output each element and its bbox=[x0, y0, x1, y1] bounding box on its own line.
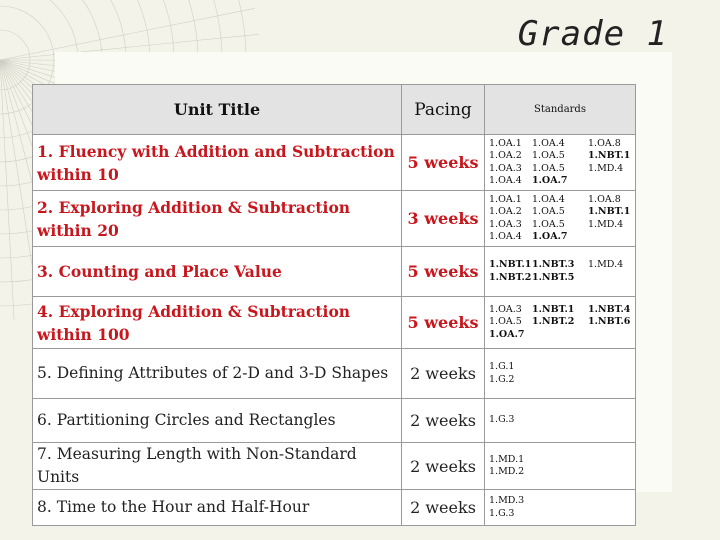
standard-code: 1.OA.5 bbox=[532, 206, 565, 217]
standard-code: 1.NBT.5 bbox=[532, 271, 575, 283]
standard-code: 1.MD.3 bbox=[489, 495, 525, 506]
standard-code: 1.OA.7 bbox=[532, 175, 568, 186]
standard-code: 1.NBT.4 bbox=[588, 303, 631, 315]
standard-code: 1.NBT.2 bbox=[489, 271, 532, 283]
standards-cell bbox=[485, 297, 636, 349]
table-row bbox=[33, 191, 636, 247]
header-unit-title: Unit Title bbox=[33, 85, 402, 135]
standards-cell bbox=[485, 135, 636, 191]
unit-title-cell: 8. Time to the Hour and Half-Hour bbox=[33, 490, 402, 526]
unit-title-cell: 3. Counting and Place Value bbox=[33, 247, 402, 297]
standard-code: 1.NBT.1 bbox=[532, 303, 575, 315]
standard-code: 1.NBT.3 bbox=[532, 259, 575, 270]
unit-title-cell: 6. Partitioning Circles and Rectangles bbox=[33, 399, 402, 443]
standard-code: 1.G.1 bbox=[489, 361, 515, 372]
standard-code: 1.NBT.6 bbox=[588, 316, 631, 328]
standard-code: 1.OA.3 bbox=[489, 162, 522, 174]
standard-code: 1.OA.3 bbox=[489, 303, 522, 315]
standard-code: 1.G.2 bbox=[489, 373, 515, 385]
standard-code: 1.OA.3 bbox=[489, 218, 522, 230]
standard-code: 1.MD.1 bbox=[489, 453, 525, 465]
unit-title-cell: 4. Exploring Addition & Subtraction within 100 bbox=[33, 297, 402, 349]
table-row bbox=[33, 247, 636, 297]
standard-code: 1.OA.1 bbox=[489, 193, 522, 205]
standards-cell bbox=[485, 443, 636, 490]
standards-cell bbox=[485, 191, 636, 247]
standard-code: 1.MD.2 bbox=[489, 466, 525, 477]
standard-code: 1.NBT.1 bbox=[588, 206, 631, 217]
table-row bbox=[33, 490, 636, 526]
standards-cell bbox=[485, 349, 636, 399]
standard-code: 1.MD.4 bbox=[588, 162, 624, 174]
unit-title-cell: 2. Exploring Addition & Subtraction within 20 bbox=[33, 191, 402, 247]
standard-code: 1.MD.4 bbox=[588, 259, 624, 270]
standard-code: 1.NBT.1 bbox=[588, 150, 631, 161]
pacing-cell: 5 weeks bbox=[402, 297, 485, 349]
pacing-cell: 3 weeks bbox=[402, 191, 485, 247]
table-row bbox=[33, 297, 636, 349]
standard-code: 1.NBT.2 bbox=[532, 316, 575, 328]
header-pacing: Pacing bbox=[402, 85, 485, 135]
standards-cell bbox=[485, 247, 636, 297]
standard-code: 1.OA.8 bbox=[588, 193, 621, 205]
slide-title: Grade 1 bbox=[517, 14, 668, 54]
standard-code: 1.OA.5 bbox=[489, 316, 522, 328]
standards-cell bbox=[485, 490, 636, 526]
pacing-cell: 2 weeks bbox=[402, 490, 485, 526]
units-table bbox=[32, 84, 636, 526]
unit-title-cell: 5. Defining Attributes of 2-D and 3-D Shapes bbox=[33, 349, 402, 399]
pacing-cell: 5 weeks bbox=[402, 247, 485, 297]
table-row bbox=[33, 135, 636, 191]
standard-code: 1.OA.2 bbox=[489, 150, 522, 161]
standard-code: 1.OA.5 bbox=[532, 218, 565, 230]
pacing-cell: 5 weeks bbox=[402, 135, 485, 191]
table-row bbox=[33, 349, 636, 399]
standard-code: 1.OA.4 bbox=[532, 193, 565, 205]
standard-code: 1.NBT.1 bbox=[489, 259, 532, 270]
pacing-cell: 2 weeks bbox=[402, 443, 485, 490]
standard-code: 1.G.3 bbox=[489, 414, 515, 426]
unit-title-cell: 7. Measuring Length with Non-Standard Units bbox=[33, 443, 402, 490]
pacing-cell: 2 weeks bbox=[402, 399, 485, 443]
standard-code: 1.OA.5 bbox=[532, 150, 565, 161]
header-standards: Standards bbox=[485, 85, 636, 135]
table-row bbox=[33, 399, 636, 443]
standard-code: 1.OA.7 bbox=[532, 231, 568, 242]
standard-code: 1.OA.4 bbox=[489, 175, 522, 186]
table-header-row bbox=[33, 85, 636, 135]
standard-code: 1.OA.1 bbox=[489, 137, 522, 149]
standard-code: 1.OA.4 bbox=[489, 231, 522, 242]
table-row bbox=[33, 443, 636, 490]
standard-code: 1.OA.2 bbox=[489, 206, 522, 217]
pacing-cell: 2 weeks bbox=[402, 349, 485, 399]
standard-code: 1.OA.5 bbox=[532, 162, 565, 174]
standard-code: 1.MD.4 bbox=[588, 218, 624, 230]
unit-title-cell: 1. Fluency with Addition and Subtraction within 10 bbox=[33, 135, 402, 191]
standard-code: 1.G.3 bbox=[489, 507, 515, 519]
standard-code: 1.OA.4 bbox=[532, 137, 565, 149]
standards-cell bbox=[485, 399, 636, 443]
standard-code: 1.OA.7 bbox=[489, 328, 525, 340]
standard-code: 1.OA.8 bbox=[588, 137, 621, 149]
